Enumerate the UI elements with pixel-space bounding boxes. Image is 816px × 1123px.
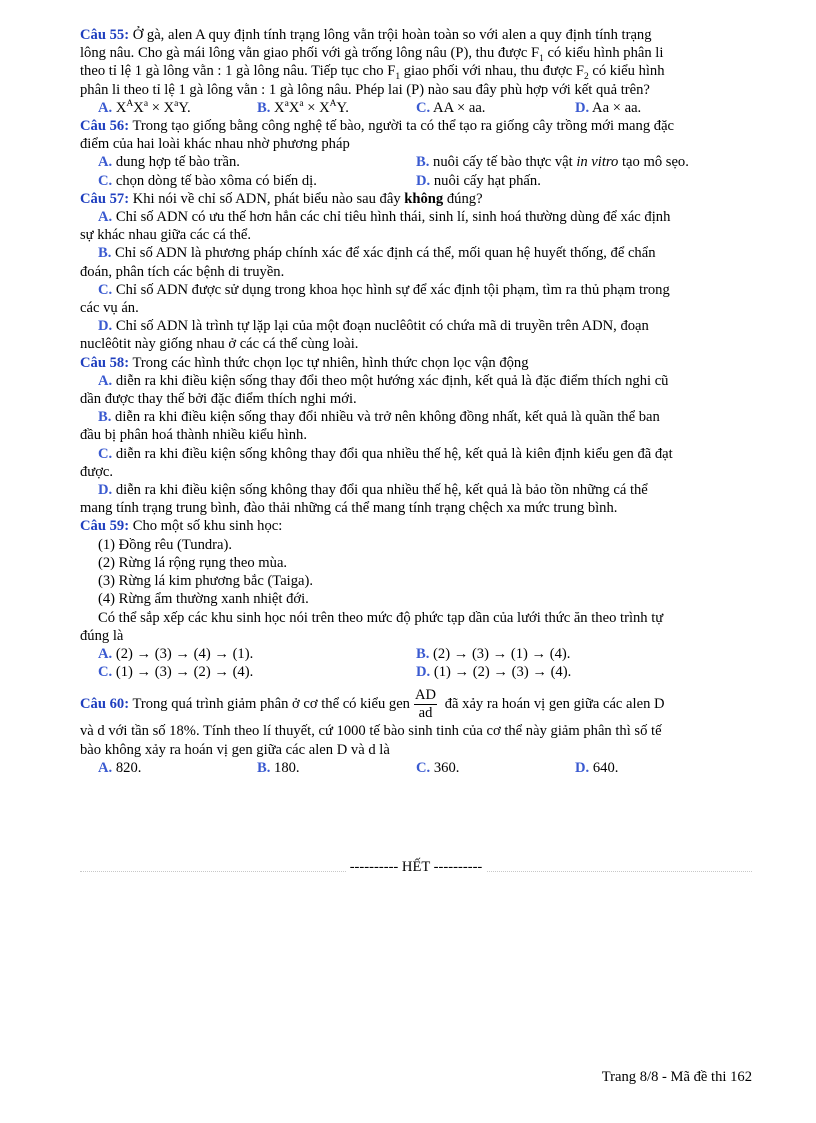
option-text: sự khác nhau giữa các cá thể. <box>80 227 251 244</box>
option-letter: B. <box>416 154 430 171</box>
list-item: (1) Đồng rêu (Tundra). <box>98 536 233 553</box>
end-marker <box>80 859 752 877</box>
option-b[interactable] <box>80 408 752 444</box>
option-text: nuôi cấy tế bào thực vật <box>433 154 577 171</box>
question-emphasis: không <box>404 190 444 207</box>
option-a[interactable]: A. $X^AX^a \times X^aY$. <box>98 98 191 116</box>
option-text: Chỉ số ADN được sử dụng trong khoa học hình sự để xác định tội phạm, tìm ra thủ phạm trong <box>112 281 670 298</box>
option-text: nuôi cấy hạt phấn. <box>433 172 541 189</box>
option-letter: C. <box>98 664 113 681</box>
page-footer: Trang 8/8 - Mã đề thi 162 <box>601 1069 752 1085</box>
question-text: đúng? <box>443 190 483 207</box>
option-text: chọn dòng tế bào xôma có biến dị. <box>115 172 317 189</box>
question-text: theo tỉ lệ 1 gà lông vằn : 1 gà lông nâu. Tiếp tục cho F <box>80 63 396 80</box>
question-58 <box>80 354 752 518</box>
option-letter: C. <box>98 445 113 462</box>
option-b[interactable] <box>80 244 752 280</box>
question-text: Trong các hình thức chọn lọc tự nhiên, hình thức chọn lọc vận động <box>129 354 529 371</box>
option-text: (1) → (3) → (2) → (4). <box>112 664 254 681</box>
question-label: Câu 56: <box>80 118 130 135</box>
option-letter: A. <box>98 372 113 389</box>
option-letter: B. <box>98 409 112 426</box>
end-text: ---------- HẾT ---------- <box>346 859 487 875</box>
option-text: dần được thay thế bởi đặc điểm thích nghi mới. <box>80 391 357 408</box>
question-text: giao phối với nhau, thu được F <box>400 63 584 80</box>
question-text: lông nâu. Cho gà mái lông vằn giao phối với gà trống lông nâu (P), thu được F <box>80 45 540 62</box>
option-letter: D. <box>416 172 431 189</box>
question-56 <box>80 117 752 190</box>
exam-page <box>80 26 752 777</box>
option-text: được. <box>80 463 114 480</box>
option-letter: D. <box>98 318 113 335</box>
option-text: (2) → (3) → (1) → (4). <box>429 645 571 662</box>
option-letter: A. <box>98 99 113 116</box>
option-letter: B. <box>257 99 271 116</box>
question-label: Câu 59: <box>80 518 130 535</box>
option-text: 180. <box>270 759 300 776</box>
option-d[interactable] <box>416 663 734 681</box>
answer-options <box>80 153 752 171</box>
answer-options <box>80 759 752 777</box>
question-text: Trong tạo giống bằng công nghệ tế bào, người ta có thể tạo ra giống cây trồng mới mang đặc <box>129 118 675 135</box>
question-text: Ở gà, alen A quy định tính trạng lông vằn trội hoàn toàn so với alen a quy định tính trạng <box>129 27 652 43</box>
option-letter: D. <box>575 759 590 776</box>
option-a[interactable] <box>98 759 257 777</box>
option-d[interactable] <box>416 172 734 190</box>
option-letter: A. <box>98 645 113 662</box>
question-57 <box>80 190 752 354</box>
option-b[interactable]: B. $X^aX^a \times X^AY$. <box>257 98 349 116</box>
subscript: 2 <box>583 72 589 83</box>
question-text: Cho một số khu sinh học: <box>129 518 283 535</box>
question-60 <box>80 687 752 777</box>
option-text: nuclêôtit này giống nhau ở các cá thể cùng loài. <box>80 336 359 353</box>
option-c[interactable] <box>80 445 752 481</box>
option-letter: A. <box>98 209 113 226</box>
option-b[interactable] <box>257 759 416 777</box>
fraction-denominator: ad <box>418 705 433 722</box>
option-a[interactable] <box>80 208 752 244</box>
genotype-fraction <box>414 687 437 722</box>
option-c[interactable] <box>80 281 752 317</box>
option-a[interactable] <box>80 372 752 408</box>
option-text: Chỉ số ADN có ưu thế hơn hẳn các chỉ tiêu hình thái, sinh lí, sinh hoá thường dùng để xác định <box>112 209 671 226</box>
question-label: Câu 60: <box>80 696 130 713</box>
option-a[interactable] <box>98 153 416 171</box>
question-text: bào không xảy ra hoán vị gen giữa các alen D và d là <box>80 741 390 758</box>
option-letter: B. <box>257 759 271 776</box>
option-text: dung hợp tế bào trần. <box>115 154 240 171</box>
option-letter: D. <box>416 664 431 681</box>
question-59 <box>80 517 752 681</box>
option-text: (1) → (2) → (3) → (4). <box>430 664 572 681</box>
list-item: (2) Rừng lá rộng rụng theo mùa. <box>98 554 288 571</box>
option-d[interactable] <box>80 317 752 353</box>
answer-options <box>80 99 752 117</box>
option-d[interactable] <box>575 759 734 777</box>
option-text: 640. <box>589 759 619 776</box>
question-label: Câu 58: <box>80 354 130 371</box>
answer-options <box>80 645 752 663</box>
question-text: đã xảy ra hoán vị gen giữa các alen D <box>441 696 665 713</box>
question-label: Câu 55: <box>80 27 130 43</box>
list-item: (3) Rừng lá kim phương bắc (Taiga). <box>98 573 314 590</box>
option-text: đầu bị phân hoá thành nhiều kiểu hình. <box>80 427 307 444</box>
question-text: có kiểu hình phân li <box>543 45 664 62</box>
question-text: Có thể sắp xếp các khu sinh học nói trên theo mức độ phức tạp dần của lưới thức ăn theo trình tự <box>98 609 664 626</box>
option-letter: B. <box>98 245 112 262</box>
option-letter: C. <box>416 99 431 116</box>
option-c[interactable] <box>416 759 575 777</box>
question-text: phân li theo tỉ lệ 1 gà lông vằn : 1 gà lông nâu. Phép lai (P) nào sau đây phù hợp với kết quả trên? <box>80 81 650 98</box>
fraction-numerator: AD <box>414 687 437 704</box>
option-text: (2) → (3) → (4) → (1). <box>112 645 254 662</box>
option-d[interactable]: D. Aa × aa. <box>575 99 642 116</box>
option-text: diễn ra khi điều kiện sống thay đổi theo một hướng xác định, kết quả là đặc điểm thích nghi cũ <box>112 372 669 389</box>
option-text: Chỉ số ADN là phương pháp chính xác để xác định cá thể, mối quan hệ huyết thống, để chẩn <box>111 245 656 262</box>
option-d[interactable] <box>80 481 752 517</box>
option-c[interactable] <box>98 663 416 681</box>
option-c[interactable]: C. AA × aa. <box>416 99 486 116</box>
option-italic: in vitro <box>576 154 619 171</box>
question-text: Trong quá trình giảm phân ở cơ thể có kiểu gen <box>129 696 410 713</box>
option-c[interactable] <box>98 172 416 190</box>
biome-list <box>80 536 752 609</box>
question-text: Khi nói về chỉ số ADN, phát biểu nào sau đây <box>129 190 405 207</box>
option-text: Chỉ số ADN là trình tự lặp lại của một đoạn nuclêôtit có chứa mã di truyền trên ADN, đoạn <box>112 318 649 335</box>
option-letter: D. <box>98 482 113 499</box>
option-letter: A. <box>98 154 113 171</box>
question-text: và d với tần số 18%. Tính theo lí thuyết, cứ 1000 tế bào sinh tinh của cơ thể này giảm phân thì số tế <box>80 723 662 740</box>
option-b[interactable] <box>416 153 734 171</box>
question-text: có kiểu hình <box>588 63 665 80</box>
subscript: 1 <box>395 72 401 83</box>
option-text: 820. <box>112 759 142 776</box>
option-letter: D. <box>575 99 590 116</box>
option-letter: C. <box>98 172 113 189</box>
question-text: điểm của hai loài khác nhau nhờ phương pháp <box>80 136 350 153</box>
option-text: diễn ra khi điều kiện sống không thay đổi qua nhiều thế hệ, kết quả là kiên định kiểu gen đã đạt <box>112 445 673 462</box>
option-text: diễn ra khi điều kiện sống thay đổi nhiều và trở nên không đồng nhất, kết quả là quần thể ban <box>111 409 660 426</box>
option-text: diễn ra khi điều kiện sống không thay đổi qua nhiều thế hệ, kết quả là bảo tồn những cá thể <box>112 482 648 499</box>
question-label: Câu 57: <box>80 190 130 207</box>
option-letter: C. <box>98 281 113 298</box>
option-letter: A. <box>98 759 113 776</box>
list-item: (4) Rừng ẩm thường xanh nhiệt đới. <box>98 591 309 608</box>
option-text: các vụ án. <box>80 300 139 317</box>
option-text: 360. <box>430 759 460 776</box>
answer-options <box>80 663 752 681</box>
option-letter: C. <box>416 759 431 776</box>
option-text: tạo mô sẹo. <box>618 154 689 171</box>
option-b[interactable] <box>416 645 734 663</box>
question-text: đúng là <box>80 627 124 644</box>
question-55 <box>80 26 752 117</box>
option-text: đoán, phân tích các bệnh di truyền. <box>80 263 285 280</box>
option-letter: B. <box>416 645 430 662</box>
option-text: mang tính trạng trung bình, đào thải những cá thể mang tính trạng chệch xa mức trung bình. <box>80 500 618 517</box>
option-a[interactable] <box>98 645 416 663</box>
subscript: 1 <box>539 54 544 65</box>
answer-options <box>80 172 752 190</box>
